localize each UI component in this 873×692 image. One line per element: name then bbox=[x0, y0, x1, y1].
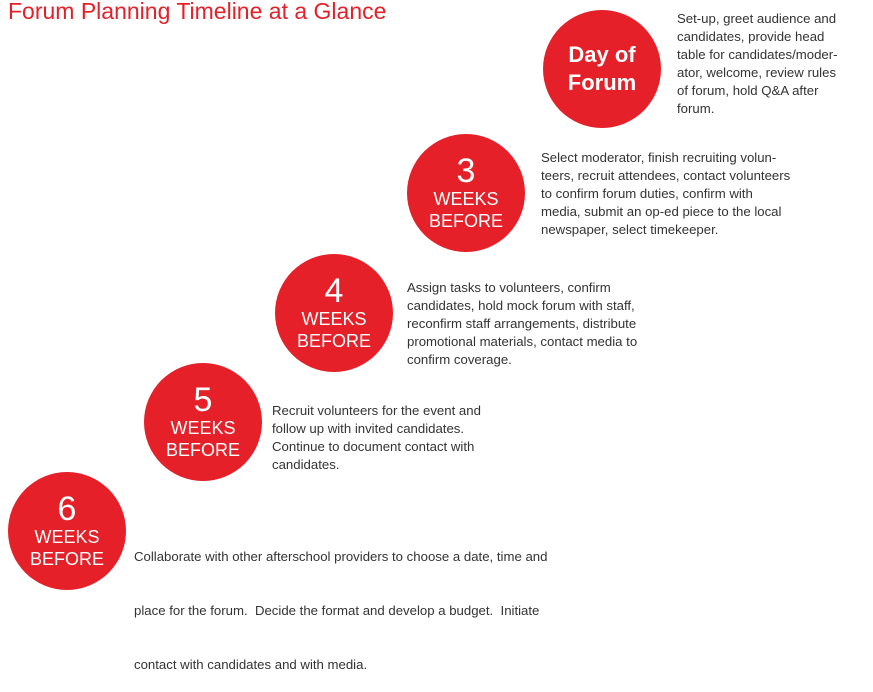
page-title: Forum Planning Timeline at a Glance bbox=[8, 0, 387, 24]
desc-line: reconfirm staff arrangements, distribute bbox=[407, 316, 637, 331]
desc-line: Assign tasks to volunteers, confirm bbox=[407, 280, 611, 295]
stage-6-description bbox=[134, 512, 654, 692]
desc-line: teers, recruit attendees, contact volunteers bbox=[541, 168, 791, 183]
stage-4-number: 4 bbox=[324, 272, 344, 310]
stage-3-number: 3 bbox=[456, 152, 476, 190]
stage-5-description bbox=[272, 402, 522, 474]
stage-day-label-line2: Forum bbox=[567, 70, 637, 95]
stage-day-description bbox=[677, 10, 867, 118]
desc-line: newspaper, select timekeeper. bbox=[541, 222, 719, 237]
stage-5-unit-line1: WEEKS bbox=[170, 418, 236, 438]
desc-line: Collaborate with other afterschool providers to choose a date, time and bbox=[134, 549, 548, 564]
stage-6-weeks-circle bbox=[8, 472, 126, 590]
desc-line: Set-up, greet audience and bbox=[677, 11, 837, 26]
desc-line: place for the forum. Decide the format and develop a budget. Initiate bbox=[134, 603, 540, 618]
stage-3-weeks-circle bbox=[407, 134, 525, 252]
desc-line: of forum, hold Q&A after bbox=[677, 83, 819, 98]
desc-line: contact with candidates and with media. bbox=[134, 657, 368, 672]
desc-line: Continue to document contact with bbox=[272, 439, 475, 454]
desc-line: candidates, provide head bbox=[677, 29, 825, 44]
desc-line: table for candidates/moder- bbox=[677, 47, 838, 62]
stage-6-unit-line1: WEEKS bbox=[34, 527, 100, 547]
stage-5-weeks-circle bbox=[144, 363, 262, 481]
desc-line: Recruit volunteers for the event and bbox=[272, 403, 481, 418]
desc-line: promotional materials, contact media to bbox=[407, 334, 638, 349]
desc-line: candidates, hold mock forum with staff, bbox=[407, 298, 635, 313]
stage-5-unit-line2: BEFORE bbox=[165, 440, 240, 460]
stage-6-unit-line2: BEFORE bbox=[29, 549, 104, 569]
stage-4-weeks-circle bbox=[275, 254, 393, 372]
stage-4-unit-line2: BEFORE bbox=[296, 331, 371, 351]
stage-day-label-line1: Day of bbox=[568, 42, 636, 67]
stage-4-unit-line1: WEEKS bbox=[301, 309, 367, 329]
desc-line: media, submit an op-ed piece to the local bbox=[541, 204, 782, 219]
stage-3-unit-line2: BEFORE bbox=[428, 211, 503, 231]
stage-6-number: 6 bbox=[57, 490, 77, 528]
desc-line: Select moderator, finish recruiting volun- bbox=[541, 150, 777, 165]
desc-line: follow up with invited candidates. bbox=[272, 421, 465, 436]
desc-line: to confirm forum duties, confirm with bbox=[541, 186, 753, 201]
stage-day-of-forum-circle bbox=[543, 10, 661, 128]
desc-line: confirm coverage. bbox=[407, 352, 512, 367]
desc-line: forum. bbox=[677, 101, 715, 116]
stage-5-number: 5 bbox=[193, 381, 213, 419]
stage-3-description bbox=[541, 149, 841, 239]
stage-3-unit-line1: WEEKS bbox=[433, 189, 499, 209]
desc-line: candidates. bbox=[272, 457, 340, 472]
stage-4-description bbox=[407, 279, 687, 369]
desc-line: ator, welcome, review rules bbox=[677, 65, 837, 80]
